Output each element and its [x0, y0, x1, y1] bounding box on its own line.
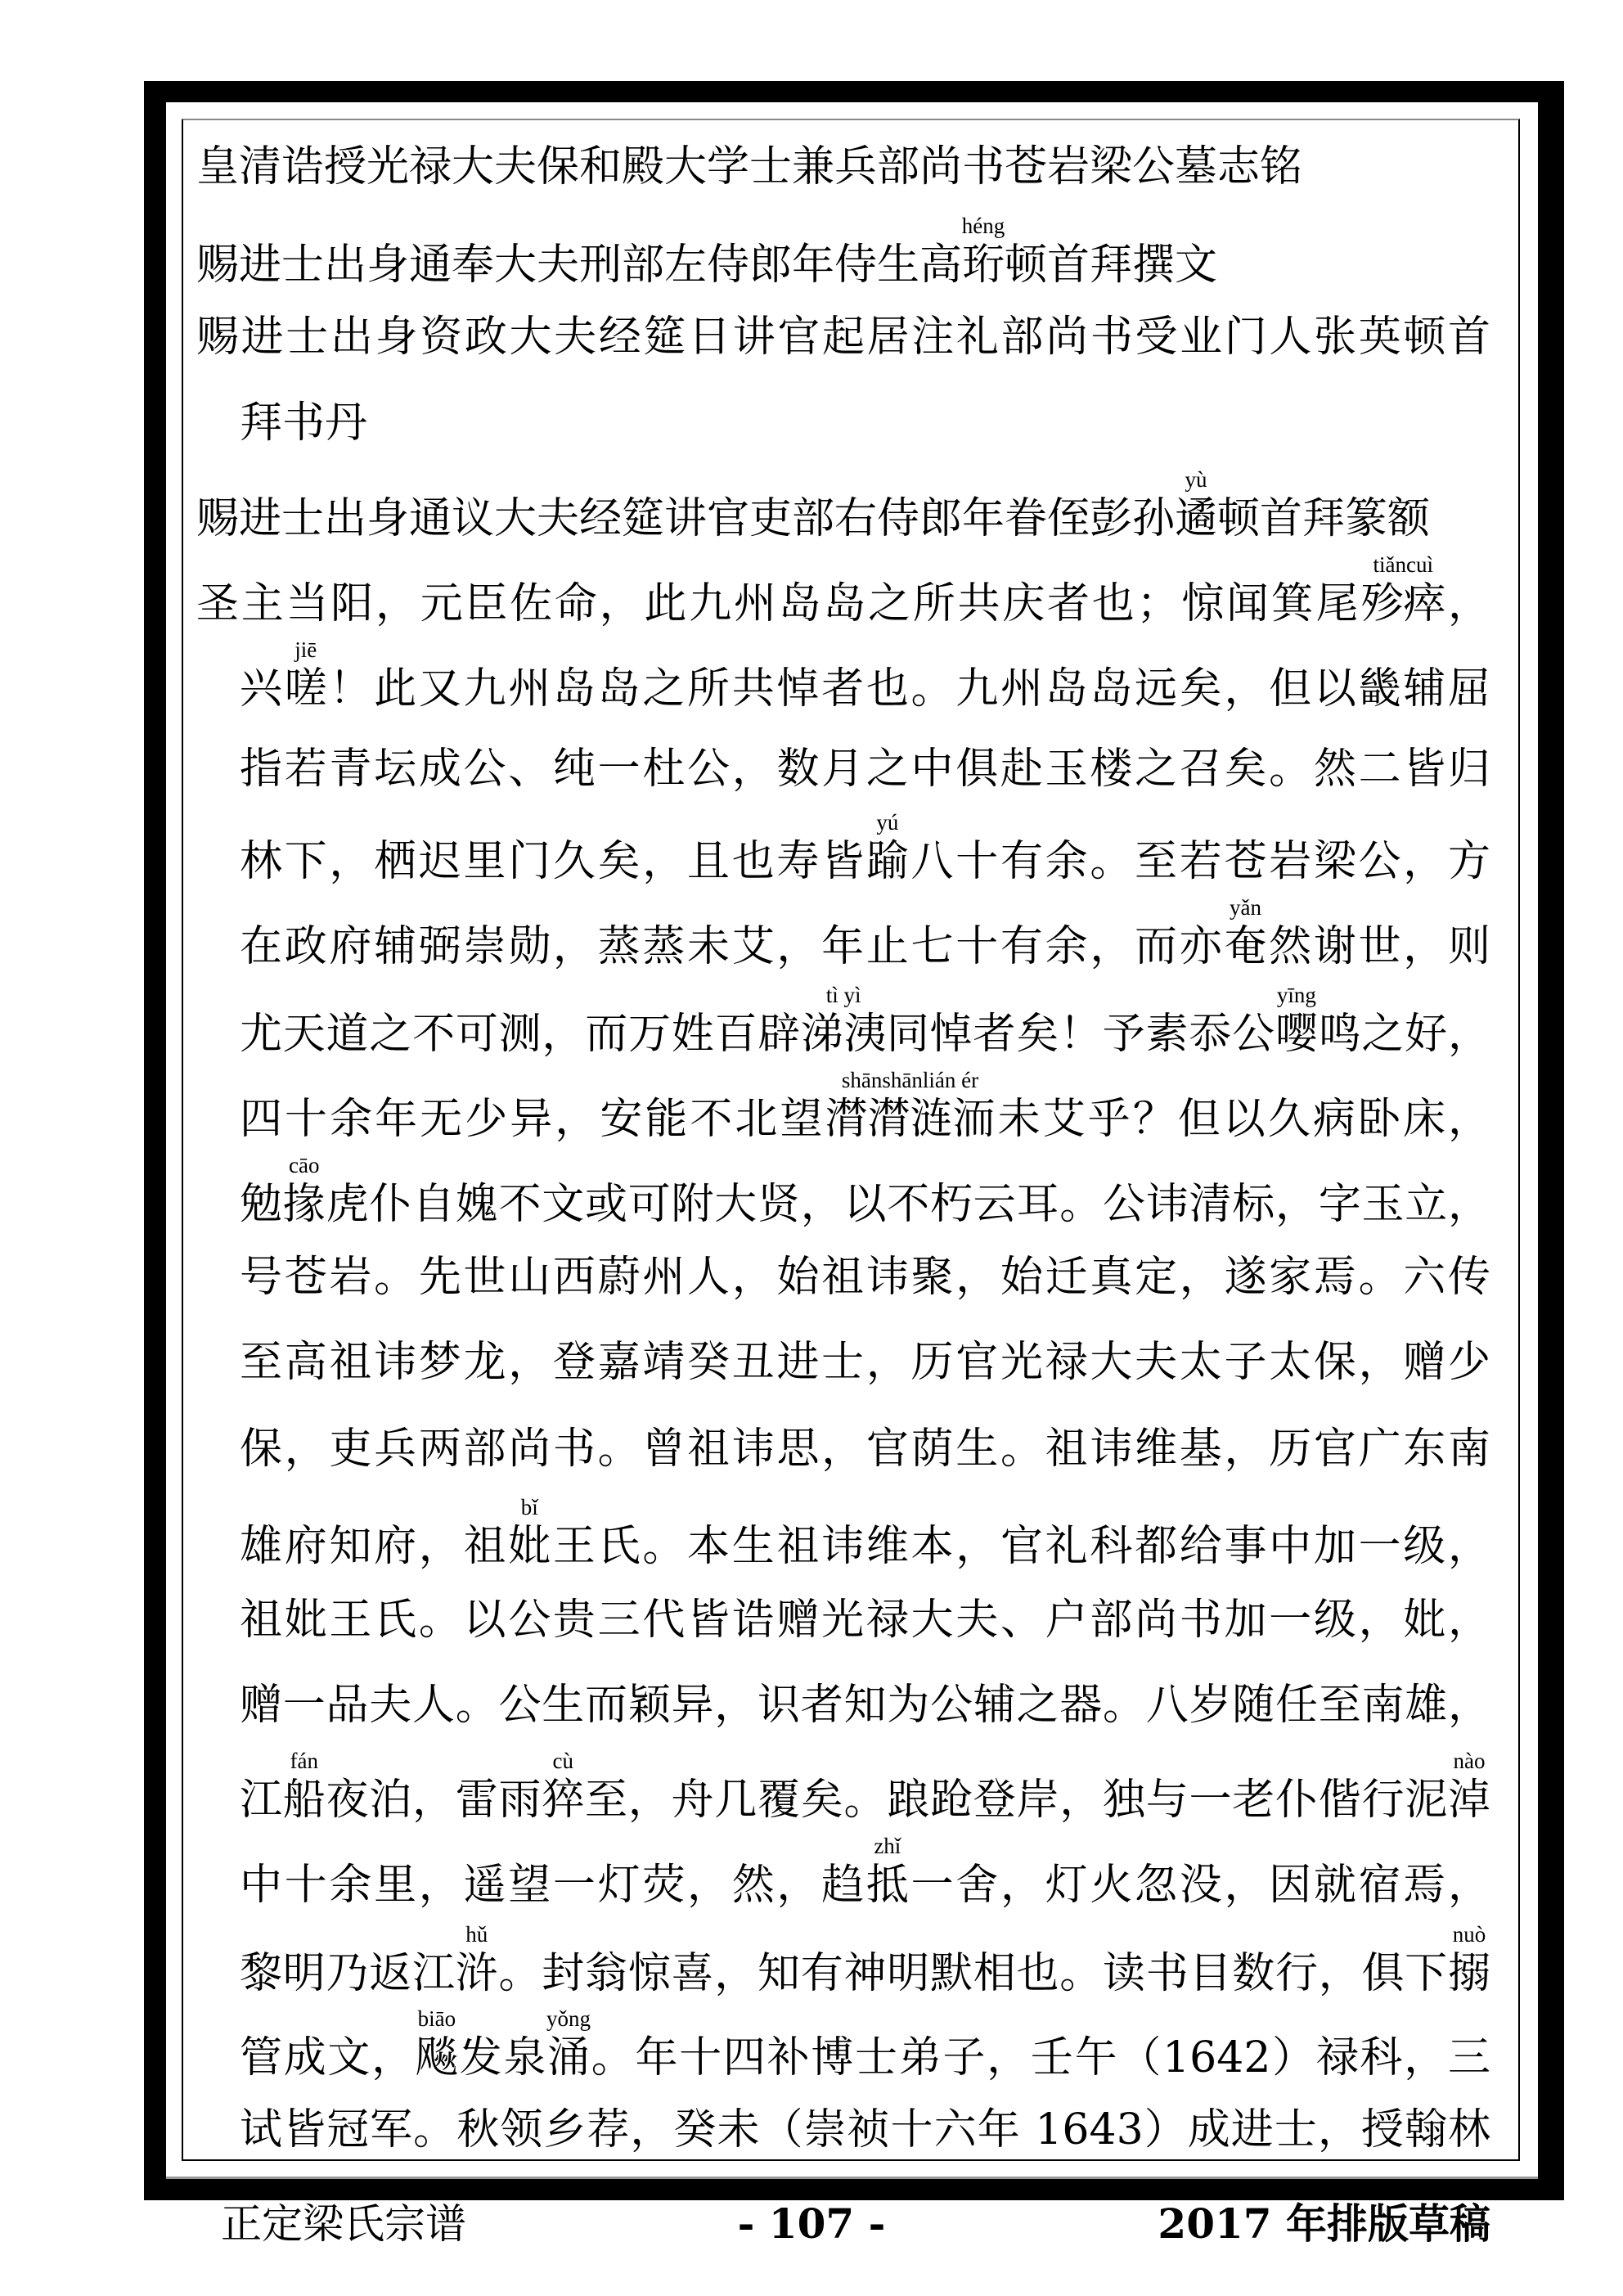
text-line — [240, 983, 1490, 1059]
annotated-characters — [415, 2006, 458, 2082]
text-line — [240, 2006, 1490, 2082]
pinyin-annotation: yù — [1185, 467, 1207, 492]
text-line — [240, 1153, 1490, 1229]
text-segment: 江 — [240, 1776, 283, 1825]
pinyin-annotation: jiē — [294, 637, 317, 662]
annotated-base-text: 奄 — [1224, 922, 1267, 971]
text-line — [240, 1682, 1490, 1728]
text-segment: 虎仆自媿不文或可附大贤，以不朽云耳。公讳清标，字玉立， — [325, 1180, 1490, 1229]
text-segment: 至高祖讳梦龙，登嘉靖癸丑进士，历官光禄大夫太子太保，赠少 — [240, 1338, 1490, 1387]
text-segment: 圣主当阳，元臣佐命，此九州岛岛之所共庆者也；惊闻箕尾 — [196, 579, 1361, 628]
text-line — [196, 314, 1490, 360]
text-line — [240, 1834, 1490, 1910]
annotated-characters — [1447, 1749, 1490, 1825]
inscription-title — [196, 144, 1302, 190]
text-segment: 指若青坛成公、纯一杜公，数月之中俱赴玉楼之召矣。然二皆归 — [240, 745, 1490, 794]
text-segment: 林下，栖迟里门久矣，且也寿皆 — [240, 837, 866, 886]
annotated-base-text: 珩 — [962, 241, 1005, 290]
pinyin-annotation: yú — [876, 810, 899, 835]
pinyin-annotation: cāo — [289, 1153, 320, 1177]
annotated-base-text: 抵 — [865, 1861, 909, 1910]
annotated-characters — [1360, 552, 1446, 628]
text-line — [196, 467, 1431, 543]
text-segment: 勉 — [240, 1180, 283, 1229]
text-line — [240, 1339, 1490, 1385]
text-line — [196, 552, 1490, 628]
annotated-characters — [282, 1749, 326, 1825]
footer-book-title: 正定梁氏宗谱 — [221, 2200, 466, 2248]
text-segment: ！此又九州岛岛之所共悼者也。九州岛岛远矣，但以畿辅屈 — [326, 664, 1490, 714]
text-segment: 赐进士出身通议大夫经筵讲官吏部右侍郎年眷侄彭孙 — [196, 494, 1176, 543]
annotated-base-text: 踰 — [865, 837, 909, 886]
pinyin-annotation: hǔ — [465, 1922, 488, 1947]
text-segment: 兴 — [240, 664, 285, 714]
annotated-characters — [508, 1495, 551, 1571]
text-segment: 发泉 — [457, 2033, 548, 2082]
text-segment: 管成文， — [240, 2033, 416, 2082]
footer-page-number: - 107 - — [737, 2199, 886, 2248]
annotated-characters — [1224, 895, 1267, 971]
pinyin-annotation: yǒng — [546, 2006, 591, 2031]
annotated-base-text: 妣 — [508, 1522, 551, 1571]
text-segment: 在政府辅弼崇勋，蒸蒸未艾，年止七十有余，而亦 — [240, 922, 1225, 971]
annotated-characters — [1447, 1922, 1490, 1998]
annotated-characters — [282, 1153, 326, 1229]
text-segment: 祖妣王氏。以公贵三代皆诰赠光禄大夫、户部尚书加一级，妣， — [240, 1596, 1490, 1645]
annotated-characters — [1175, 467, 1218, 543]
text-segment: 赠一品夫人。公生而颖异，识者知为公辅之器。八岁随任至南雄， — [240, 1681, 1490, 1730]
annotated-characters — [865, 810, 909, 886]
text-line — [240, 746, 1490, 792]
text-segment: 赐进士出身资政大夫经筵日讲官起居注礼部尚书受业门人张英顿首 — [196, 313, 1490, 362]
text-line — [240, 810, 1490, 886]
text-segment: 顿首拜撰文 — [1005, 241, 1218, 290]
annotated-base-text: 嗟 — [284, 664, 327, 714]
annotated-base-text: 淖 — [1447, 1776, 1490, 1825]
text-line — [240, 1597, 1490, 1643]
text-segment: 尤天道之不可测，而万姓百辟 — [240, 1010, 802, 1059]
pinyin-annotation: tì yì — [825, 983, 861, 1007]
annotated-base-text: 殄瘁 — [1360, 579, 1446, 628]
text-segment: 一舍，灯火忽没，因就宿焉， — [908, 1861, 1490, 1910]
text-line — [240, 1749, 1490, 1825]
annotated-base-text: 潸潸涟洏 — [825, 1095, 996, 1144]
text-segment: 八十有余。至若苍岩梁公，方 — [908, 837, 1490, 886]
annotated-base-text: 浒 — [455, 1949, 498, 1998]
annotated-characters — [865, 1834, 909, 1910]
annotated-characters — [825, 1068, 996, 1144]
text-line — [240, 1068, 1490, 1144]
pinyin-annotation: nào — [1453, 1749, 1486, 1773]
text-line — [240, 400, 367, 446]
annotated-characters — [546, 2006, 591, 2082]
text-segment: 鸣之好， — [1317, 1010, 1490, 1059]
pinyin-annotation: héng — [961, 214, 1005, 238]
text-segment: 赐进士出身通奉大夫刑部左侍郎年侍生高 — [196, 241, 963, 290]
pinyin-annotation: nuò — [1452, 1922, 1486, 1947]
annotated-base-text: 遹 — [1175, 494, 1218, 543]
text-line — [240, 1495, 1490, 1571]
text-segment: 至，舟几覆矣。踉跄登岸，独与一老仆偕行泥 — [584, 1776, 1448, 1825]
text-segment: 皇清诰授光禄大夫保和殿大学士兼兵部尚书苍岩梁公墓志铭 — [196, 142, 1303, 191]
pinyin-annotation: yīng — [1276, 983, 1316, 1007]
footer-draft-note: 2017 年排版草稿 — [1158, 2199, 1490, 2248]
text-segment: 顿首拜篆额 — [1217, 494, 1431, 543]
text-line — [240, 637, 1490, 714]
annotated-base-text: 搦 — [1447, 1949, 1490, 1998]
pinyin-annotation: zhǐ — [874, 1834, 901, 1858]
annotated-base-text: 猝 — [542, 1776, 585, 1825]
annotated-characters — [455, 1922, 498, 1998]
text-segment: 试皆冠军。秋领乡荐，癸未（崇祯十六年 1643）成进士，授翰林 — [240, 2105, 1490, 2154]
text-segment: 黎明乃返江 — [240, 1949, 456, 1998]
text-segment: 。年十四补博士弟子，壬午（1642）禄科，三 — [590, 2033, 1490, 2082]
pinyin-annotation: bǐ — [520, 1495, 538, 1519]
pinyin-annotation: yǎn — [1229, 895, 1261, 920]
pinyin-annotation: shānshānlián ér — [841, 1068, 979, 1092]
annotated-characters — [284, 637, 327, 714]
text-segment: 未艾乎？但以久病卧床， — [995, 1095, 1490, 1144]
text-segment: 四十余年无少异，安能不北望 — [240, 1095, 825, 1144]
text-segment: 。封翁惊喜，知有神明默相也。读书目数行，俱下 — [497, 1949, 1448, 1998]
pinyin-annotation: biāo — [417, 2006, 456, 2031]
annotated-base-text: 涌 — [547, 2033, 591, 2082]
text-line — [240, 1254, 1490, 1300]
text-segment: 拜书丹 — [240, 398, 368, 448]
text-line — [240, 1922, 1490, 1998]
pinyin-annotation: cù — [552, 1749, 573, 1773]
text-segment: ， — [1445, 579, 1490, 628]
text-line — [240, 2107, 1490, 2153]
annotated-base-text: 嘤 — [1275, 1010, 1318, 1059]
text-segment: 号苍岩。先世山西蔚州人，始祖讳聚，始迁真定，遂家焉。六传 — [240, 1253, 1490, 1302]
text-segment: 雄府知府，祖 — [240, 1522, 509, 1571]
text-segment: 同悼者矣！予素忝公 — [886, 1010, 1275, 1059]
text-segment: 中十余里，遥望一灯荧，然，趋 — [240, 1861, 866, 1910]
annotated-characters — [1275, 983, 1318, 1059]
pinyin-annotation: fán — [290, 1749, 318, 1773]
annotated-characters — [801, 983, 887, 1059]
text-segment: 夜泊，雷雨 — [325, 1776, 542, 1825]
pinyin-annotation: tiǎncuì — [1373, 552, 1433, 577]
text-segment: 保，吏兵两部尚书。曾祖讳思，官荫生。祖讳维基，历官广东南 — [240, 1425, 1490, 1474]
text-line — [240, 895, 1490, 971]
annotated-base-text: 掾 — [282, 1180, 326, 1229]
text-line — [196, 214, 1218, 290]
annotated-base-text: 涕洟 — [801, 1010, 887, 1059]
text-segment: 王氏。本生祖讳维本，官礼科都给事中加一级， — [551, 1522, 1490, 1571]
annotated-characters — [542, 1749, 585, 1825]
text-segment: 然谢世，则 — [1266, 922, 1490, 971]
annotated-base-text: 船 — [282, 1776, 326, 1825]
annotated-base-text: 飚 — [415, 2033, 458, 2082]
annotated-characters — [961, 214, 1005, 290]
text-line — [240, 1426, 1490, 1472]
